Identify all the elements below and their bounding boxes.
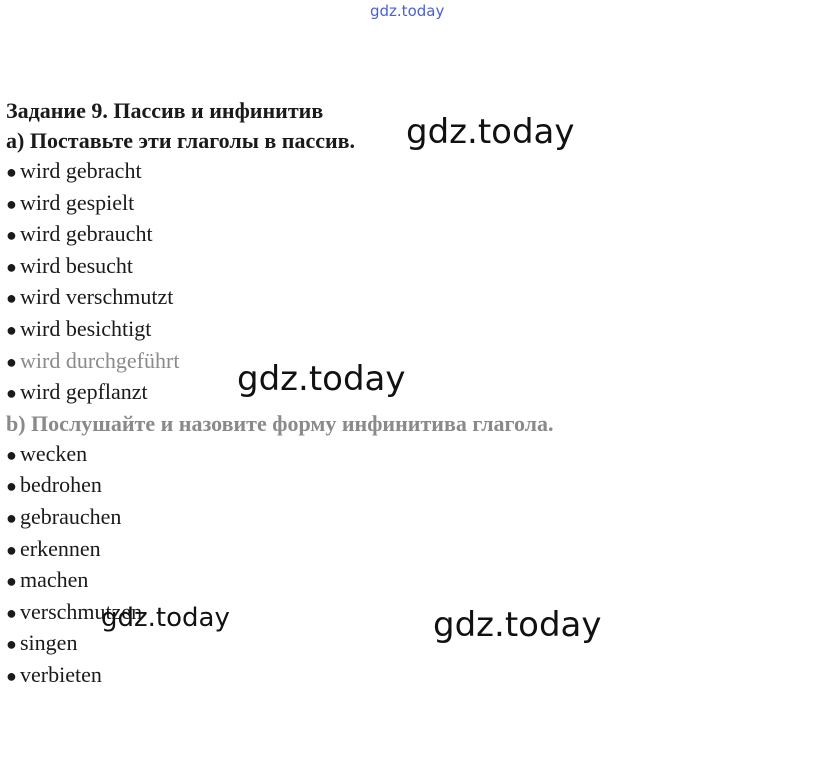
list-item: ● wecken: [6, 439, 786, 471]
task-title: Задание 9. Пассив и инфинитив: [6, 98, 324, 123]
watermark: gdz.today: [237, 359, 406, 399]
bullet-icon: ●: [6, 288, 17, 309]
list-item: ● wird gespielt: [6, 188, 786, 220]
part-a-heading: а) Поставьте эти глаголы в пассив.: [6, 128, 356, 153]
watermark: gdz.today: [406, 112, 575, 152]
list-item: ● wird besichtigt: [6, 314, 786, 346]
bullet-icon: ●: [6, 319, 17, 340]
list-item: ● verbieten: [6, 660, 786, 692]
list-item: ● wird durchgeführt: [6, 346, 786, 378]
part-b-heading: b) Послушайте и назовите форму инфинитива глагола.: [6, 410, 554, 436]
bullet-icon: ●: [6, 383, 17, 404]
bullet-icon: ●: [6, 193, 17, 214]
list-item: ● wird gebracht: [6, 156, 786, 188]
bullet-icon: ●: [6, 634, 17, 655]
list-item: ● wird gepflanzt: [6, 377, 786, 409]
bullet-icon: ●: [6, 351, 17, 372]
list-item: ● machen: [6, 565, 786, 597]
bullet-icon: ●: [6, 256, 17, 277]
site-logo: gdz.today: [370, 2, 445, 20]
bullet-icon: ●: [6, 225, 17, 246]
list-item: ● wird besucht: [6, 251, 786, 283]
watermark: gdz.today: [433, 605, 602, 645]
list-item: ● erkennen: [6, 534, 786, 566]
list-item: ● wird gebraucht: [6, 219, 786, 251]
bullet-icon: ●: [6, 602, 17, 623]
list-item: ● gebrauchen: [6, 502, 786, 534]
bullet-icon: ●: [6, 665, 17, 686]
list-item: ● singen: [6, 628, 786, 660]
bullet-icon: ●: [6, 571, 17, 592]
bullet-icon: ●: [6, 539, 17, 560]
watermark: gdz.today: [101, 603, 230, 633]
bullet-icon: ●: [6, 476, 17, 497]
bullet-icon: ●: [6, 162, 17, 182]
list-item: ● verschmutzen: [6, 597, 786, 629]
part-b-list: [6, 439, 786, 692]
bullet-icon: ●: [6, 444, 17, 465]
list-item: ● wird verschmutzt: [6, 282, 786, 314]
bullet-icon: ●: [6, 507, 17, 528]
list-item: ● bedrohen: [6, 470, 786, 502]
